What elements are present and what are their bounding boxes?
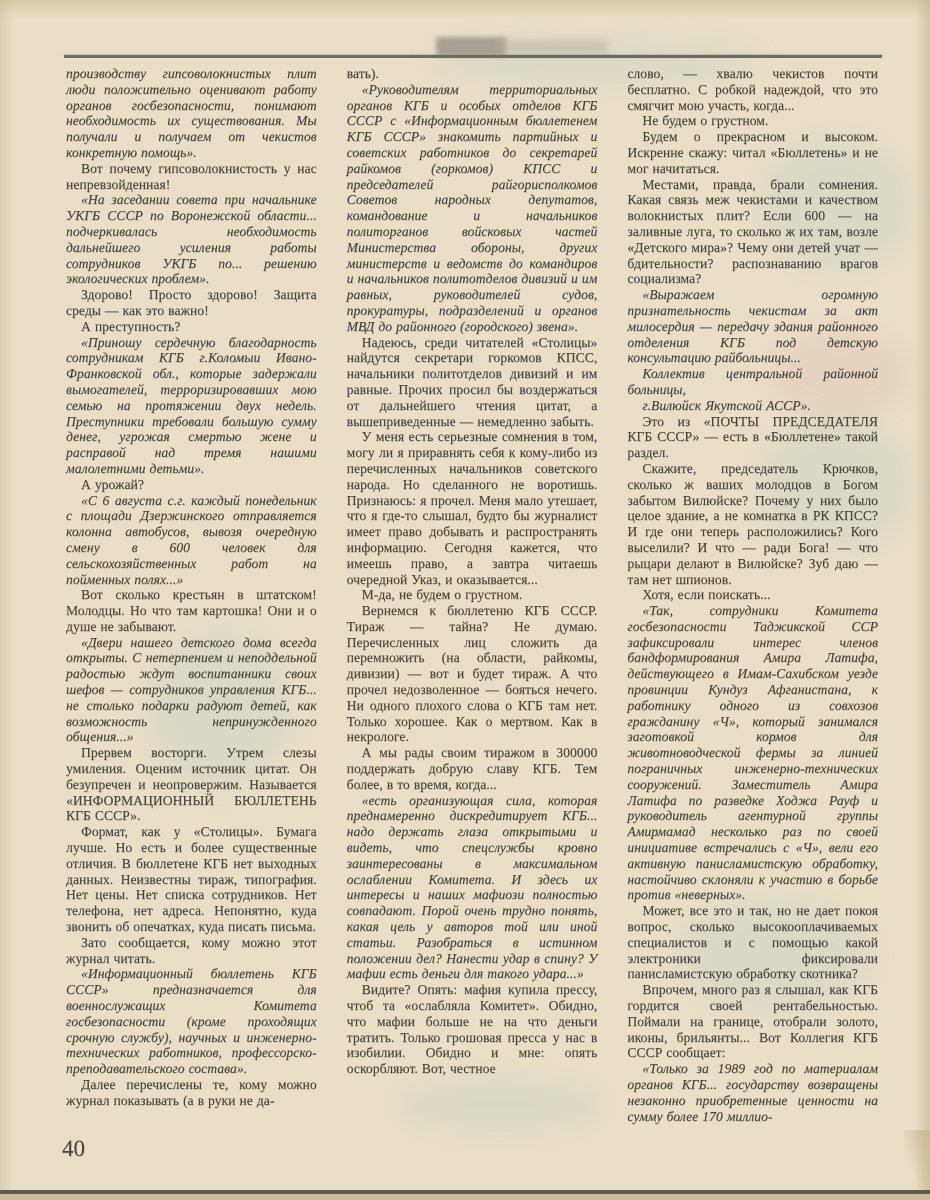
- paragraph: А преступность?: [81, 318, 181, 334]
- paragraph: «Двери нашего детского дома всегда открыты. С нетерпением и неподдельной радостью ждут воспитанники своих шефов — сотрудников управления КГБ... не столько подарки радуют детей, как возможность непринужденного общения...»: [66, 634, 317, 745]
- paragraph: Это из «ПОЧТЫ ПРЕДСЕДАТЕЛЯ КГБ СССР» — есть в «Бюллетене» такой раздел.: [627, 413, 879, 461]
- paragraph: Хотя, если поискать...: [642, 587, 771, 603]
- paragraph: У меня есть серьезные сомнения в том, могу ли я приравнять себя к кому-либо из перечисленных начальников советского народа. Но сделанного не воротишь. Признаюсь: я прочел. Меня мало утешает, что я где-то слышал, будто бы журналист имеет право добывать и распространять информацию. Сегодня кажется, что имеешь право, а завтра читаешь очередной Указ, и оказывается...: [346, 429, 598, 587]
- paragraph: Прервем восторги. Утрем слезы умиления. Оценим источник цитат. Он безупречен и неопровержим. Называется «ИНФОРМАЦИОННЫЙ БЮЛЛЕТЕНЬ КГБ СССР».: [66, 745, 317, 824]
- paragraph: Будем о прекрасном и высоком. Искренне скажу: читал «Бюллетень» и не мог начитаться.: [627, 129, 879, 176]
- paragraph: «Руководителям территориальных органов КГБ и особых отделов КГБ СССР с «Информационным бюллетенем КГБ СССР» знакомить партийных и советских работников до секретарей райкомов (горкомов) КПСС и председателей райгорисполкомов Советов народных депутатов, командование и начальников политорганов войсковых частей Министерства обороны, других министерств и ведомств до командиров и начальников политотделов дивизий и им равных, руководителей судов, прокуратуры, подразделений и органов МВД до районного (городского) звена».: [346, 81, 598, 334]
- paper-corner-shadow: [904, 1130, 930, 1192]
- paper-top-edge-shading: [0, 0, 930, 18]
- paper-left-edge-shading: [0, 0, 14, 1200]
- paragraph: «Информационный бюллетень КГБ СССР» предназначается для военнослужащих Комитета госбезопасности (кроме проходящих срочную службу), научных и инженерно-технических работников, профессорско-преподавательского состава».: [66, 966, 317, 1077]
- paragraph: Может, все это и так, но не дает покоя вопрос, сколько высокооплачиваемых специалистов и с помощью какой электроники фиксировали панисламистскую обработку скотника?: [627, 903, 879, 982]
- paragraph: «Так, сотрудники Комитета госбезопасности Таджикской ССР зафиксировали интерес членов бандформирования Амира Латифа, действующего в Имам-Сахибском уезде провинции Кундуз Афганистана, к работнику одного из совхозов гражданину «Ч», который занимался заготовкой кормов для животноводческой фермы за линией пограничных инженерно-технических сооружений. Заместитель Амира Латифа по разведке Ходжа Рауф и руководитель агентурной группы Амирмамад несколько раз по своей инициативе встречались с «Ч», вели его активную панисламистскую обработку, настойчиво склоняли к участию в борьбе против «неверных».: [627, 603, 879, 903]
- paragraph: Видите? Опять: мафия купила прессу, чтоб та «ослабляла Комитет». Обидно, что мафии больше не на что деньги тратить. Только грошовая пресса у нас в изобилии. Обидно и мне: опять оскорбляют. Вот, честное: [346, 982, 598, 1077]
- paper-right-edge-shading: [914, 0, 930, 1200]
- paragraph: производству гипсоволокнистых плит люди положительно оценивают работу органов госбезопасности, понимают необходимость их существования. Мы получали и получаем от чекистов конкретную помощь».: [66, 66, 317, 160]
- ink-smudge-trail: [498, 40, 608, 54]
- page-number: 40: [62, 1136, 85, 1161]
- text-column-1: [66, 66, 317, 1124]
- paragraph: Скажите, председатель Крючков, сколько ж ваших молодцов в Богом забытом Вилюйске? Почему у них было целое здание, а не комнатка в РК КПСС? И где они теперь расположились? Кого выселили? И что — ради Бога! — что рыцари делают в Вилюйске? Зуб даю — там нет шпионов.: [627, 460, 879, 587]
- paragraph: Не будем о грустном.: [642, 113, 769, 129]
- article-body: [66, 66, 878, 1124]
- paragraph: Вернемся к бюллетеню КГБ СССР. Тираж — тайна? Не думаю. Перечисленных лиц сложить да перемножить (на области, райкомы, дивизии) — вот и будет тираж. А что прочел недозволенное — бояться нечего. Ни одного плохого слова о КГБ там нет. Только хорошее. Как о мертвом. Как в некрологе.: [346, 603, 598, 745]
- header-rule: [64, 55, 882, 58]
- paragraph: «На заседании совета при начальнике УКГБ СССР по Воронежской области... подчеркивалась необходимость дальнейшего усиления работы сотрудников УКГБ по... решению экологических проблем».: [66, 192, 317, 287]
- paragraph: Формат, как у «Столицы». Бумага лучше. Но есть и более существенные отличия. В бюллетене КГБ нет выходных данных. Неизвестны тираж, типография. Нет цены. Нет списка сотрудников. Нет телефона, нет адреса. Непонятно, куда звонить об опечатках, куда писать письма.: [66, 824, 317, 935]
- ink-smudge: [436, 37, 506, 56]
- paragraph: М-да, не будем о грустном.: [361, 587, 523, 603]
- paragraph: Зато сообщается, кому можно этот журнал читать.: [66, 934, 317, 966]
- paragraph: Здорово! Просто здорово! Защита среды — как это важно!: [66, 287, 317, 318]
- paragraph: «С 6 августа с.г. каждый понедельник с площади Дзержинского отправляется колонна автобусов, вывозя очередную смену в 600 человек для сельскохозяйственных работ на пойменных полях...»: [66, 492, 317, 587]
- paragraph: Коллектив центральной районной больницы,: [627, 366, 879, 397]
- text-column-3: [627, 66, 878, 1124]
- paragraph: вать).: [346, 66, 379, 81]
- paragraph: Местами, правда, брали сомнения. Какая связь меж чекистами и качеством волокнистых плит? Если 600 — на заливные луга, то сколько ж их там, возле «Детского мира»? Чему они детей учат — бдительности? распознаванию врагов социализма?: [627, 176, 879, 287]
- paragraph: Впрочем, много раз я слышал, как КГБ гордится своей рентабельностью. Поймали на границе, отобрали золото, иконы, брильянты... Вот Коллегия КГБ СССР сообщает:: [627, 982, 879, 1061]
- paragraph: «есть организующая сила, которая преднамеренно дискредитирует КГБ... надо держать глаза открытыми и видеть, что спецслужбы кровно заинтересованы в максимальном ослаблении Комитета. И здесь их интересы и наших мафиози полностью совпадают. Порой очень трудно понять, какая цель у авторов той или иной статьи. Разобраться в истинном положении дел? Нанести удар в спину? У мафии есть деньги для такого удара...»: [346, 792, 598, 982]
- paragraph: Вот почему гипсоволокнистость у нас непревзойденная!: [66, 160, 317, 192]
- text-column-2: [347, 66, 598, 1124]
- paper-bottom-edge-shading: [0, 1194, 930, 1200]
- paragraph: Далее перечислены те, кому можно журнал показывать (а в руки не да-: [66, 1077, 317, 1108]
- paragraph: «Приношу сердечную благодарность сотрудникам КГБ г.Коломыи Ивано-Франковской обл., которые задержали вымогателей, терроризировавших мою семью на протяжении двух недель. Преступники требовали большую сумму денег, угрожая смертью жене и расправой над тремя нашими малолетними детьми».: [66, 334, 317, 476]
- paragraph: Вот сколько крестьян в штатском! Молодцы. Но что там картошка! Они и о душе не забывают.: [66, 587, 317, 634]
- paragraph: «Выражаем огромную признательность чекистам за акт милосердия — передачу здания районного отделения КГБ под детскую консультацию райбольницы...: [627, 287, 879, 366]
- paragraph: А мы рады своим тиражом в 300000 поддержать добрую славу КГБ. Тем более, в то время, когда...: [346, 745, 598, 792]
- paragraph: А урожай?: [81, 476, 144, 492]
- paragraph: слово, — хвалю чекистов почти бесплатно. С робкой надеждой, что это смягчит мою участь, когда...: [627, 66, 879, 113]
- paragraph: Надеюсь, среди читателей «Столицы» найдутся секретари горкомов КПСС, начальники политотделов дивизий и им равные. Прочих просил бы воздержаться от дальнейшего чтения цитат, а вышеприведенные — немедленно забыть.: [346, 334, 598, 429]
- paragraph: г.Вилюйск Якутской АССР».: [642, 397, 811, 413]
- paragraph: «Только за 1989 год по материалам органов КГБ... государству возвращены незаконно приобретенные ценности на сумму более 170 миллио-: [627, 1061, 879, 1124]
